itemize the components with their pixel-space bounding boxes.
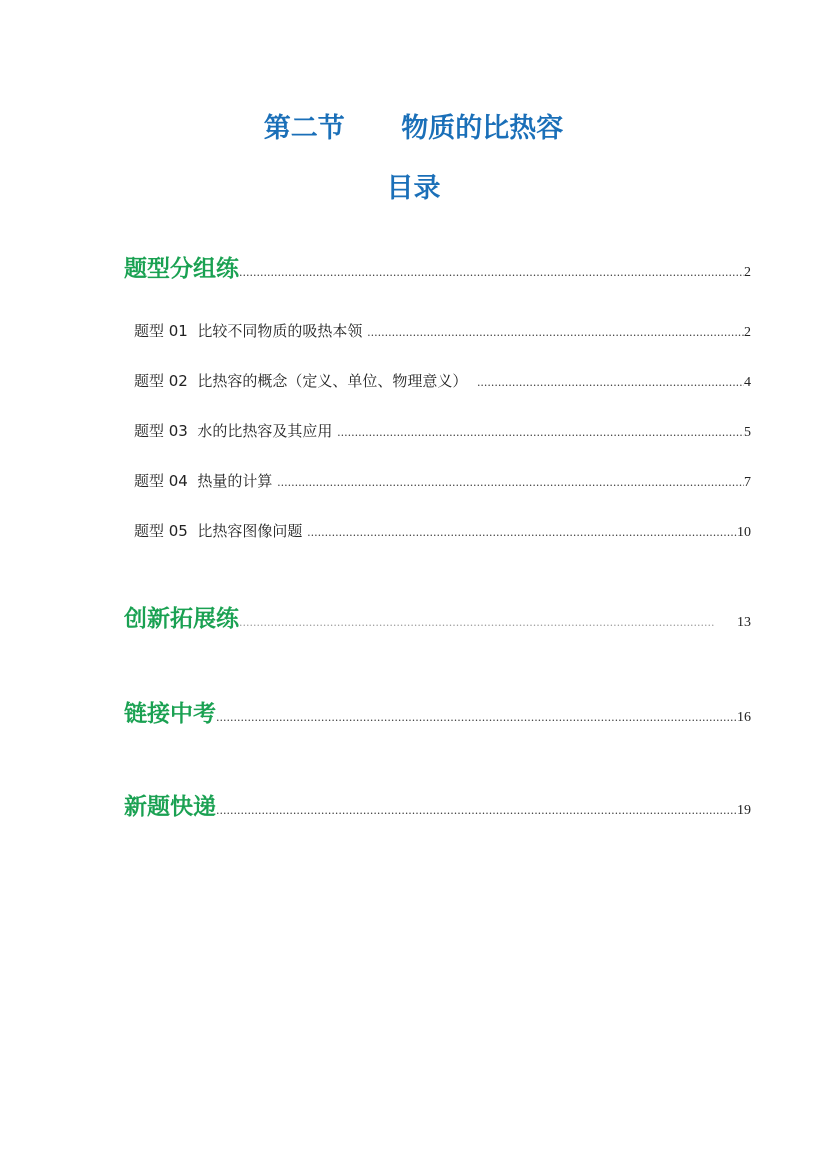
toc-section-label: 新题快递 (124, 794, 216, 820)
toc-leader-dots (477, 376, 744, 389)
toc-section-label: 链接中考 (124, 701, 216, 727)
toc-leader-dots (337, 426, 744, 439)
toc-item-label: 题型 05 比热容图像问题 (134, 522, 308, 540)
toc-section-label: 题型分组练 (124, 256, 239, 282)
toc-leader-dots (239, 616, 715, 629)
toc-section-new-questions[interactable] (124, 790, 751, 824)
toc-heading: 目录 (386, 173, 441, 204)
toc-page-number: 2 (744, 325, 751, 340)
toc-item-label: 题型 01 比较不同物质的吸热本领 (134, 322, 368, 340)
toc-page-number: 4 (744, 375, 751, 390)
toc-page-number: 5 (744, 425, 751, 440)
toc-item-type-05[interactable] (134, 518, 751, 544)
toc-leader-dots (216, 804, 737, 817)
toc-item-type-04[interactable] (134, 468, 751, 494)
toc-leader-dots (216, 711, 737, 724)
toc-leader-dots (239, 266, 744, 279)
toc-section-link-exam[interactable] (124, 697, 751, 731)
toc-section-innovation-extension[interactable] (124, 602, 751, 636)
toc-item-label: 题型 02 比热容的概念（定义、单位、物理意义） (134, 372, 477, 390)
toc-item-label: 题型 03 水的比热容及其应用 (134, 422, 338, 440)
toc-item-type-01[interactable] (134, 318, 751, 344)
toc-item-type-03[interactable] (134, 418, 751, 444)
toc-leader-dots (277, 476, 744, 489)
toc-page-number: 7 (744, 475, 751, 490)
toc-section-label: 创新拓展练 (124, 606, 239, 632)
toc-page-number: 13 (737, 615, 751, 630)
toc-page-number: 16 (737, 710, 751, 725)
toc-page-number: 19 (737, 803, 751, 818)
toc-page-number: 2 (744, 265, 751, 280)
page-title: 第二节 物质的比热容 (263, 113, 564, 144)
toc-page-number: 10 (737, 525, 751, 540)
toc-item-label: 题型 04 热量的计算 (134, 472, 278, 490)
toc-section-grouped-practice[interactable] (124, 252, 751, 286)
toc-leader-dots (307, 526, 737, 539)
toc-leader-dots (367, 326, 744, 339)
toc-item-type-02[interactable] (134, 368, 751, 394)
